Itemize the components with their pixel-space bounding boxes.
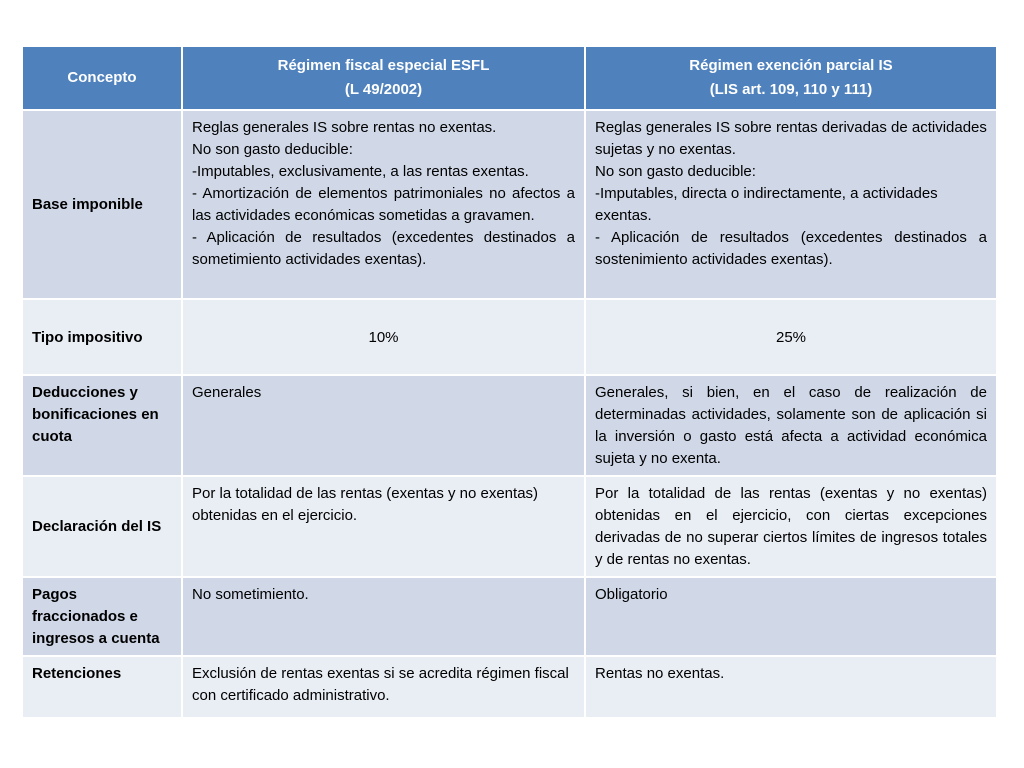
cell-is-tipo-impositivo: 25% xyxy=(585,299,997,375)
cell-esfl-tipo-impositivo: 10% xyxy=(182,299,585,375)
table-row-tipo-impositivo xyxy=(22,299,997,375)
header-concepto-label: Concepto xyxy=(67,69,137,86)
cell-is-retenciones: Rentas no exentas. xyxy=(585,656,997,718)
cell-line: No son gasto deducible: xyxy=(192,141,353,158)
table-row-deducciones xyxy=(22,375,997,476)
cell-esfl-base-imponible xyxy=(182,110,585,299)
row-concept-retenciones: Retenciones xyxy=(22,656,182,718)
table-row-declaracion xyxy=(22,476,997,577)
table-row-base-imponible xyxy=(22,110,997,299)
header-esfl xyxy=(182,46,585,110)
cell-line: -Imputables, directa o indirectamente, a actividades exentas. xyxy=(595,185,938,224)
cell-is-declaracion: Por la totalidad de las rentas (exentas y no exentas) obtenidas en el ejercicio, con ciertas excepciones derivadas de no superar ciertos límites de ingresos totales y de rentas no exentas. xyxy=(585,476,997,577)
header-esfl-law: (L 49/2002) xyxy=(344,81,423,98)
cell-is-deducciones: Generales, si bien, en el caso de realización de determinadas actividades, solamente son de aplicación si la inversión o gasto está afecta a actividad económica sujeta y no exenta. xyxy=(585,375,997,476)
row-concept-base-imponible: Base imponible xyxy=(22,110,182,299)
header-esfl-title: Régimen fiscal especial ESFL xyxy=(277,57,490,74)
row-concept-tipo-impositivo: Tipo impositivo xyxy=(22,299,182,375)
table-row-retenciones xyxy=(22,656,997,718)
cell-esfl-retenciones: Exclusión de rentas exentas si se acredita régimen fiscal con certificado administrativo. xyxy=(182,656,585,718)
row-concept-deducciones: Deducciones y bonificaciones en cuota xyxy=(22,375,182,476)
header-is-law: (LIS art. 109, 110 y 111) xyxy=(709,81,873,98)
table-header xyxy=(22,46,997,110)
cell-line: -Imputables, exclusivamente, a las rentas exentas. xyxy=(192,163,529,180)
cell-line: - Aplicación de resultados (excedentes destinados a sometimiento actividades exentas). xyxy=(192,229,575,268)
cell-line: - Amortización de elementos patrimoniales no afectos a las actividades económicas sometidas a gravamen. xyxy=(192,185,575,224)
cell-line: - Aplicación de resultados (excedentes destinados a sostenimiento actividades exentas). xyxy=(595,229,987,268)
header-row xyxy=(22,46,997,110)
table-row-pagos-fraccionados xyxy=(22,577,997,656)
cell-is-pagos-fraccionados: Obligatorio xyxy=(585,577,997,656)
header-is-title: Régimen exención parcial IS xyxy=(689,57,893,74)
cell-is-base-imponible xyxy=(585,110,997,299)
cell-esfl-pagos-fraccionados: No sometimiento. xyxy=(182,577,585,656)
table-body xyxy=(22,110,997,718)
cell-line: Reglas generales IS sobre rentas no exentas. xyxy=(192,119,497,136)
header-is xyxy=(585,46,997,110)
cell-esfl-declaracion: Por la totalidad de las rentas (exentas y no exentas) obtenidas en el ejercicio. xyxy=(182,476,585,577)
cell-line: Reglas generales IS sobre rentas derivadas de actividades sujetas y no exentas. xyxy=(595,119,987,158)
comparison-table xyxy=(21,45,998,719)
header-concepto xyxy=(22,46,182,110)
row-concept-declaracion: Declaración del IS xyxy=(22,476,182,577)
cell-esfl-deducciones: Generales xyxy=(182,375,585,476)
row-concept-pagos-fraccionados: Pagos fraccionados e ingresos a cuenta xyxy=(22,577,182,656)
cell-line: No son gasto deducible: xyxy=(595,163,756,180)
